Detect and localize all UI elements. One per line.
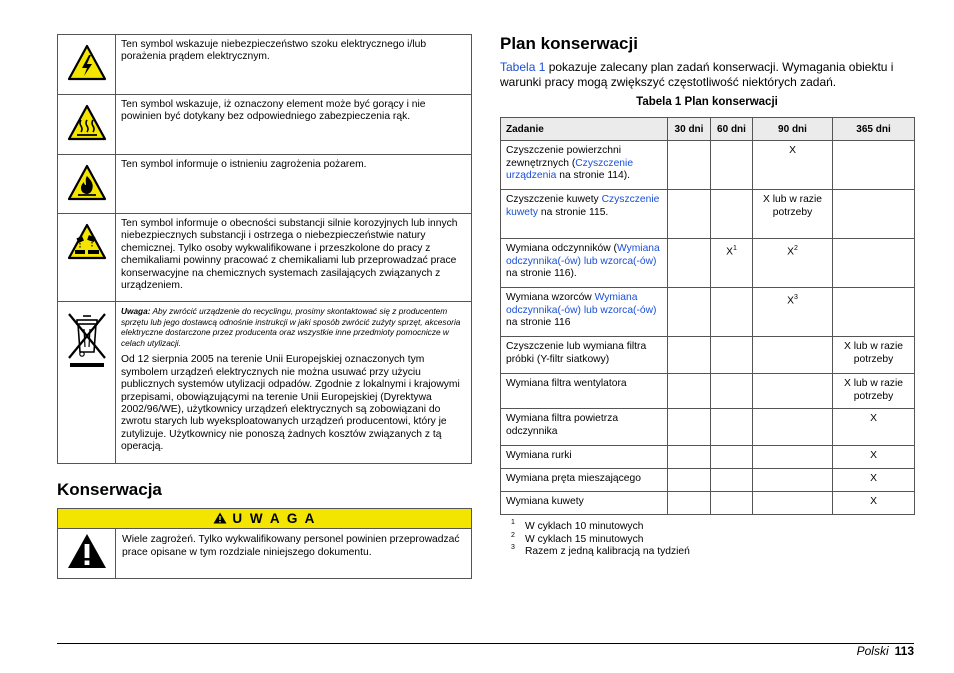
table-row (501, 409, 915, 446)
header-zadanie: Zadanie (501, 118, 668, 141)
cell-30 (668, 190, 711, 239)
footnote-number: 2 (511, 532, 515, 539)
cell-90 (753, 469, 833, 492)
cell-60 (711, 409, 753, 446)
weee-disposal-icon (65, 310, 109, 370)
table-row (501, 288, 915, 337)
warning-icon (213, 512, 227, 524)
cell-90 (753, 337, 833, 374)
task-cell: Wymiana rurki (501, 446, 668, 469)
cell-90: X lub w razie potrzeby (753, 190, 833, 239)
footnote-text: W cyklach 15 minutowych (525, 534, 644, 545)
task-cell (501, 239, 668, 288)
warning-text: Wiele zagrożeń. Tylko wykwalifikowany personel powinien przeprowadzać prace opisane w tym rozdziale niniejszego dokumentu. (116, 529, 472, 579)
symbol-cell (58, 155, 116, 214)
general-hazard-icon (67, 533, 107, 569)
cell-365 (833, 239, 915, 288)
symbol-description: Ten symbol wskazuje niebezpieczeństwo szoku elektrycznego i/lub porażenia prądem elektrycznym. (116, 35, 472, 95)
corrosive-icon (67, 223, 107, 261)
task-link[interactable]: Wymiana odczynnika(-ów) lub wzorca(-ów) (506, 292, 657, 316)
cell-90 (753, 374, 833, 409)
symbol-description: Ten symbol informuje o obecności substancji silnie korozyjnych lub innych niebezpiecznych substancji i ostrzega o niebezpieczeństwie natury chemicznej. Tylko osoby wykwalifikowane i przeszkolone do pracy z chemikaliami powinny pracować z chemikaliami lub przeprowadzać prace konserwacyjne na chemicznych systemach zasilających związanych z urządzeniem. (116, 214, 472, 302)
cell-60 (711, 190, 753, 239)
warning-label: U W A G A (232, 510, 317, 526)
symbol-cell (58, 302, 116, 464)
safety-symbols-table (57, 34, 472, 464)
cell-60 (711, 469, 753, 492)
symbol-cell (58, 95, 116, 155)
weee-note (121, 306, 465, 348)
task-cell (501, 141, 668, 190)
symbol-cell (58, 214, 116, 302)
task-cell: Wymiana filtra wentylatora (501, 374, 668, 409)
cell-365: X (833, 409, 915, 446)
cell-30 (668, 141, 711, 190)
symbol-description: Ten symbol informuje o istnieniu zagrożenia pożarem. (116, 155, 472, 214)
footer-rule (57, 643, 914, 644)
cell-60 (711, 337, 753, 374)
section-heading-plan: Plan konserwacji (500, 34, 638, 53)
maintenance-table (500, 117, 915, 515)
symbol-cell (58, 35, 116, 95)
weee-description (116, 302, 472, 464)
cell-30 (668, 469, 711, 492)
table-row (501, 446, 915, 469)
task-cell: Wymiana kuwety (501, 492, 668, 515)
task-cell (501, 190, 668, 239)
footnote-ref: 1 (732, 245, 737, 252)
table-caption: Tabela 1 Plan konserwacji (636, 96, 778, 108)
cell-30 (668, 409, 711, 446)
task-text: Wymiana odczynników ( (506, 243, 617, 254)
page-footer (857, 644, 914, 658)
footer-language: Polski (856, 644, 889, 658)
task-cell: Wymiana filtra powietrza odczynnika (501, 409, 668, 446)
task-link[interactable]: Czyszczenie kuwety (506, 194, 660, 218)
mark: X (787, 295, 794, 307)
cell-365: X lub w razie potrzeby (833, 337, 915, 374)
task-cell: Wymiana pręta mieszającego (501, 469, 668, 492)
cell-30 (668, 288, 711, 337)
cell-365 (833, 141, 915, 190)
warning-box (57, 508, 472, 579)
cell-30 (668, 337, 711, 374)
cell-60 (711, 492, 753, 515)
footnote-text: Razem z jedną kalibracją na tydzień (525, 546, 690, 557)
footnote-ref: 2 (793, 245, 798, 252)
cell-365: X (833, 492, 915, 515)
cell-90 (753, 446, 833, 469)
hot-surface-icon (67, 104, 107, 142)
footnote-text: W cyklach 10 minutowych (525, 521, 644, 532)
footnote-number: 1 (511, 519, 515, 526)
cell-90 (753, 409, 833, 446)
header-60: 60 dni (711, 118, 753, 141)
task-text: Wymiana wzorców (506, 292, 595, 303)
cell-60 (711, 141, 753, 190)
cell-90 (753, 492, 833, 515)
cell-30 (668, 446, 711, 469)
table-row (501, 141, 915, 190)
header-30: 30 dni (668, 118, 711, 141)
table-header-row (501, 118, 915, 141)
table-row (501, 337, 915, 374)
task-text: na stronie 114). (556, 170, 631, 182)
cell-30 (668, 374, 711, 409)
cell-30 (668, 239, 711, 288)
cell-365 (833, 288, 915, 337)
task-link[interactable]: Czyszczenie urządzenia (506, 157, 634, 182)
cell-60 (711, 239, 753, 288)
table-row (501, 374, 915, 409)
cell-365: X lub w razie potrzeby (833, 374, 915, 409)
task-text: Czyszczenie powierzchni zewnętrznych ( (506, 145, 622, 169)
task-cell (501, 288, 668, 337)
table-row (501, 239, 915, 288)
plan-intro (500, 60, 920, 89)
task-cell: Czyszczenie lub wymiana filtra próbki (Y-filtr siatkowy) (501, 337, 668, 374)
note-label: Uwaga: (121, 306, 151, 316)
electric-shock-icon (67, 44, 107, 82)
header-90: 90 dni (753, 118, 833, 141)
cell-90 (753, 239, 833, 288)
cell-60 (711, 446, 753, 469)
page-number: 113 (894, 644, 914, 658)
fire-hazard-icon (67, 164, 107, 202)
table-row (501, 469, 915, 492)
mark: X (787, 246, 794, 258)
task-text: na stronie 115. (538, 206, 609, 218)
cell-30 (668, 492, 711, 515)
task-link[interactable]: Wymiana odczynnika(-ów) lub wzorca(-ów) (506, 243, 660, 267)
cell-365 (833, 190, 915, 239)
weee-text: Od 12 sierpnia 2005 na terenie Unii Europejskiej oznaczonych tym symbolem urządzeń elektrycznych nie można usuwać przy użyciu publicznych systemów utylizacji odpadów. Zgodnie z lokalnymi i krajowymi przepisami, obowiązującymi na terenie Unii Europejskiej (Dyrektywa 2002/96/WE), użytkownicy urządzeń elektrycznych są zobowiązani do zwrotu starych lub wyeksploatowanych urządzeń producentowi, który je zutylizuje. Użytkownicy nie ponoszą żadnych kosztów związanych z tą operacją. (121, 354, 460, 453)
warning-header (58, 509, 472, 529)
cell-60 (711, 288, 753, 337)
cell-90: X (753, 141, 833, 190)
cell-90 (753, 288, 833, 337)
cell-365: X (833, 469, 915, 492)
section-heading-konserwacja: Konserwacja (57, 480, 162, 499)
symbol-description: Ten symbol wskazuje, iż oznaczony element może być gorący i nie powinien być dotykany bez odpowiedniego zabezpieczenia rąk. (116, 95, 472, 155)
table-row (501, 190, 915, 239)
table-row (501, 492, 915, 515)
warning-icon-cell (58, 529, 116, 579)
cell-365: X (833, 446, 915, 469)
cell-60 (711, 374, 753, 409)
note-text: Aby zwrócić urządzenie do recyclingu, prosimy skontaktować się z producentem sprzętu lub jego dostawcą odnośnie instrukcji w jaki sposób zwrócić zużyty sprzęt, akcesoria elektryczne dostarczone przez producenta oraz wszystkie inne przedmioty pomocnicze w celach utylizacji. (121, 306, 461, 348)
table-1-link[interactable]: Tabela 1 (500, 60, 546, 74)
task-text: Czyszczenie kuwety (506, 194, 602, 205)
footnote-ref: 3 (793, 294, 798, 301)
footnote-number: 3 (511, 544, 515, 551)
task-text: na stronie 116 (506, 317, 571, 329)
mark: X (726, 246, 733, 258)
intro-text: pokazuje zalecany plan zadań konserwacji. Wymagania obiektu i warunki pracy mogą zwiększyć częstotliwość niektórych zadań. (500, 60, 894, 89)
header-365: 365 dni (833, 118, 915, 141)
task-text: na stronie 116). (506, 268, 577, 280)
